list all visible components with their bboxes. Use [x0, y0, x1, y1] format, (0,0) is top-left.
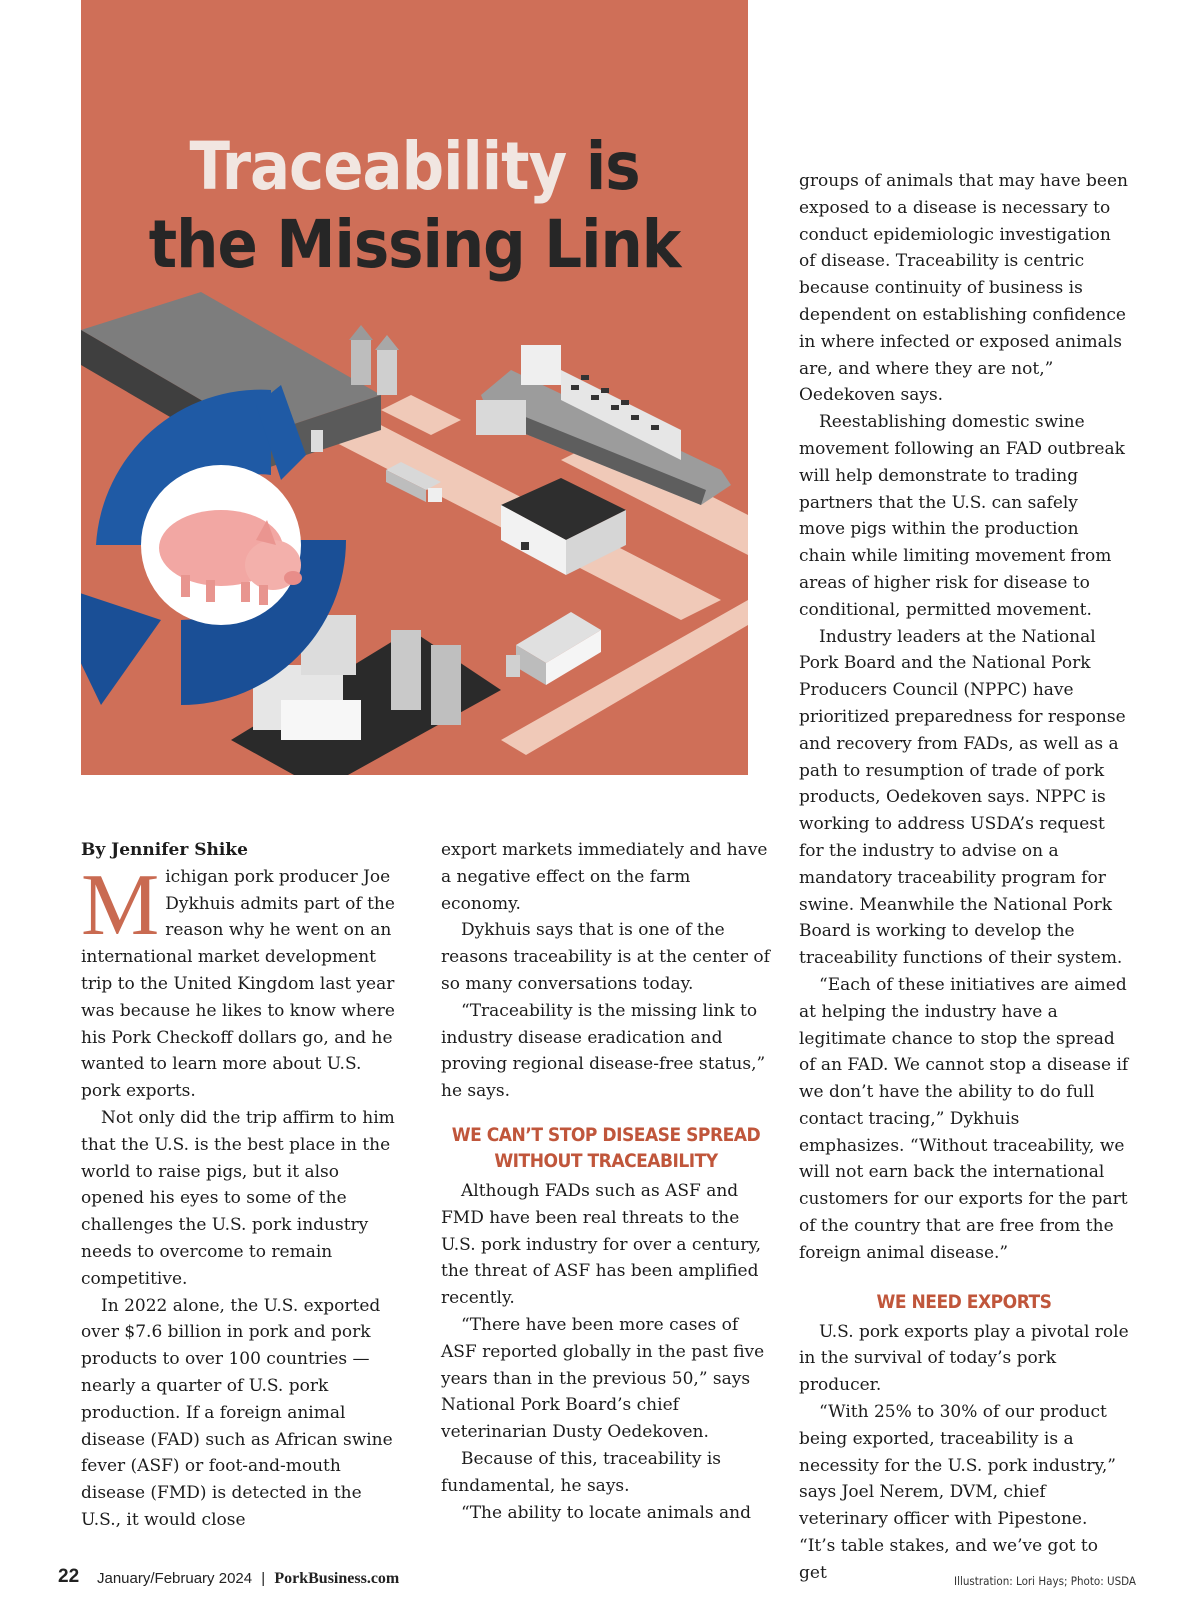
dropcap: M: [81, 856, 160, 954]
hero-title-line-2: the Missing Link: [148, 206, 681, 283]
footer-issue: January/February 2024 | PorkBusiness.com: [97, 1570, 400, 1587]
paragraph: groups of animals that may have been exposed to a disease is necessary to conduct epidemiologic investigation of disease. Traceability is centric because continuity of business is dependent on establishing confidence in where infected or exposed animals are, and where they are not,” Oedekoven says.: [799, 171, 1128, 406]
paragraph: “Traceability is the missing link to industry disease eradication and proving regional disease-free status,” he says.: [441, 1000, 766, 1102]
paragraph: “With 25% to 30% of our product being exported, traceability is a necessity for the U.S. pork industry,” says Joel Nerem, DVM, chief veterinary officer with Pipestone. “It’s table stakes, and we’ve got to get: [799, 1402, 1116, 1583]
paragraph: Industry leaders at the National Pork Board and the National Pork Producers Council (NPPC) have prioritized preparedness for response and recovery from FADs, as well as a path to resumption of trade of pork products, Oedekoven says. NPPC is working to address USDA’s request for the industry to advise on a mandatory traceability program for swine. Meanwhile the National Pork Board is working to develop the traceability functions of their system.: [799, 626, 1126, 969]
page-number: 22: [58, 1566, 80, 1587]
paragraph: Dykhuis says that is one of the reasons traceability is at the center of so many conversations today.: [441, 920, 770, 994]
paragraph: U.S. pork exports play a pivotal role in the survival of today’s pork producer.: [799, 1321, 1129, 1396]
paragraph: Although FADs such as ASF and FMD have been real threats to the U.S. pork industry for over a century, the threat of ASF has been amplified recently.: [441, 1180, 762, 1309]
hero-illustration: [81, 0, 748, 775]
hero-title-line-1: Traceability is: [189, 128, 640, 205]
paragraph: “Each of these initiatives are aimed at helping the industry have a legitimate chance to stop the spread of an FAD. We cannot stop a disease if we don’t have the ability to do full contact tracing,” Dykhuis emphasizes. “Without traceability, we will not earn back the international customers for our exports for the part of the country that are free from the foreign animal disease.”: [799, 974, 1129, 1263]
article-column-1: [81, 837, 401, 1534]
paragraph: “There have been more cases of ASF reported globally in the past five years than in the previous 50,” says National Pork Board’s chief veterinarian Dusty Oedekoven.: [441, 1314, 765, 1443]
footer-site-link[interactable]: PorkBusiness.com: [274, 1570, 400, 1587]
article-column-3: [799, 168, 1129, 1587]
farm-scene-illustration: [81, 0, 748, 775]
section-heading: WE CAN’T STOP DISEASE SPREAD WITHOUT TRACEABILITY: [451, 1123, 761, 1172]
paragraph: export markets immediately and have a negative effect on the farm economy.: [441, 840, 768, 914]
photo-credit: Illustration: Lori Hays; Photo: USDA: [954, 1574, 1136, 1588]
silo-icon: [349, 325, 399, 395]
paragraph: “The ability to locate animals and: [461, 1502, 752, 1523]
section-heading: WE NEED EXPORTS: [876, 1290, 1052, 1313]
paragraph: In 2022 alone, the U.S. exported over $7.6 billion in pork and pork products to over 100 countries — nearly a quarter of U.S. pork production. If a foreign animal disease (FAD) such as African swine fever (ASF) or foot-and-mouth disease (FMD) is detected in the U.S., it would close: [81, 1295, 393, 1530]
paragraph: Not only did the trip affirm to him that the U.S. is the best place in the world to raise pigs, but it also opened his eyes to some of the challenges the U.S. pork industry needs to overcome to remain competitive.: [81, 1107, 395, 1289]
article-column-2: [441, 837, 771, 1526]
byline: By Jennifer Shike: [81, 840, 248, 860]
paragraph: Reestablishing domestic swine movement following an FAD outbreak will help demonstrate to trading partners that the U.S. can safely move pigs within the production chain while limiting movement from areas of higher risk for disease to conditional, permitted movement.: [799, 412, 1125, 620]
lead-paragraph: Michigan pork producer Joe Dykhuis admits part of the reason why he went on an international market development trip to the United Kingdom last year was because he likes to know where his Pork Checkoff dollars go, and he wanted to learn more about U.S. pork exports.: [81, 856, 395, 1102]
paragraph: Because of this, traceability is fundamental, he says.: [441, 1448, 722, 1496]
delivery-truck-icon: [506, 612, 601, 685]
